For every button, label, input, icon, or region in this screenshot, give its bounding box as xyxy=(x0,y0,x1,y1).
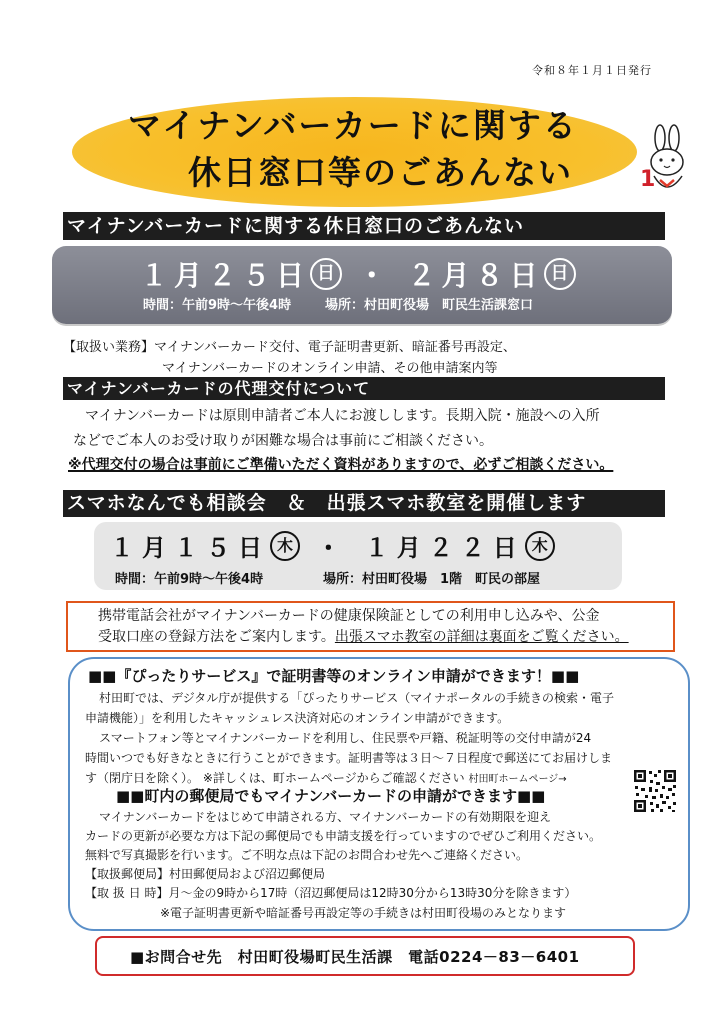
carrier-info-text: 受取口座の登録方法をご案内します。 xyxy=(98,629,335,645)
section-heading-weekend-desk: マイナンバーカードに関する休日窓口のごあんない xyxy=(63,212,665,240)
day-of-week-badge: 木 xyxy=(270,531,300,561)
proxy-text-line1: マイナンバーカードは原則申請者ご本人にお渡しします。長期入院・施設への入所 xyxy=(85,408,600,424)
contact-info: ■お問合せ先 村田町役場町民生活課 電話0224－83－6401 xyxy=(130,948,580,966)
online-text-line4: 時間いつでも好きなときに行うことができます。証明書等は３日～７日程度で郵送にてお届けしま xyxy=(85,751,613,765)
section-heading-proxy: マイナンバーカードの代理交付について xyxy=(63,377,665,400)
smartphone-place: 場所：村田町役場 1階 町民の部屋 xyxy=(323,572,541,587)
carrier-info-line1: 携帯電話会社がマイナンバーカードの健康保険証としての利用申し込みや、公金 xyxy=(98,608,600,624)
post-office-line3: 無料で写真撮影を行います。ご不明な点は下記のお問合わせ先へご連絡ください。 xyxy=(85,848,529,862)
smartphone-time: 時間：午前9時～午後4時 xyxy=(115,572,264,587)
online-text-line3: スマートフォン等とマイナンバーカードを利用し、住民票や戸籍、税証明等の交付申請が24 xyxy=(99,731,592,745)
online-text-line1: 村田町では、デジタル庁が提供する「ぴったりサービス（マイナポータルの手続きの検索・電子 xyxy=(99,691,615,705)
smartphone-dates xyxy=(110,528,555,564)
proxy-text-line2: などでご本人のお受け取りが困難な場合は事前にご相談ください。 xyxy=(73,433,493,449)
date-a: １月２５日 xyxy=(140,259,311,292)
date-b: ２月８日 xyxy=(407,259,544,292)
post-office-hours: 【取 扱 日 時】月～金の9時から17時（沼辺郵便局は12時30分から13時30分を除きます） xyxy=(85,886,577,900)
date-b: １月２２日 xyxy=(364,534,525,562)
main-title-line2: 休日窓口等のごあんない xyxy=(188,153,573,192)
services-line2: マイナンバーカードのオンライン申請、その他申請案内等 xyxy=(162,361,498,376)
weekend-dates xyxy=(140,254,576,294)
post-office-line2: カードの更新が必要な方は下記の郵便局でも申請支援を行っていますのでぜひご利用ください。 xyxy=(85,829,602,843)
weekend-place: 場所：村田町役場 町民生活課窓口 xyxy=(325,298,534,313)
post-office-title: ■■町内の郵便局でもマイナンバーカードの申請ができます■■ xyxy=(116,787,546,805)
main-title-line1: マイナンバーカードに関する xyxy=(128,106,578,145)
online-text-line2: 申請機能）」を利用したキャッシュレス決済対応のオンライン申請ができます。 xyxy=(85,711,510,725)
mascot-rabbit-icon xyxy=(640,124,696,198)
carrier-info-line2 xyxy=(98,626,629,646)
qr-code-icon[interactable] xyxy=(632,768,678,814)
online-service-title: ■■『ぴったりサービス』で証明書等のオンライン申請ができます！■■ xyxy=(88,667,580,685)
back-page-note: 出張スマホ教室の詳細は裏面をご覧ください。 xyxy=(334,629,629,645)
weekend-time: 時間：午前9時～午後4時 xyxy=(143,298,292,313)
proxy-note: ※代理交付の場合は事前にご準備いただく資料がありますので、必ずご相談ください。 xyxy=(68,457,614,473)
issue-date: 令和８年１月１日発行 xyxy=(532,64,652,77)
date-a: １月１５日 xyxy=(110,534,270,562)
services-line1: 【取扱い業務】マイナンバーカード交付、電子証明書更新、暗証番号再設定、 xyxy=(63,340,516,355)
day-of-week-badge: 日 xyxy=(310,258,342,290)
svg-text:1: 1 xyxy=(640,167,656,192)
post-office-note: ※電子証明書更新や暗証番号再設定等の手続きは村田町役場のみとなります xyxy=(160,906,567,920)
day-of-week-badge: 日 xyxy=(544,258,576,290)
online-text: す（閉庁日を除く）。 ※詳しくは、町ホームページからご確認ください xyxy=(85,771,465,785)
date-separator: ・ xyxy=(316,534,349,562)
online-text-line5 xyxy=(85,769,567,786)
section-heading-smartphone: スマホなんでも相談会 ＆ 出張スマホ教室を開催します xyxy=(63,490,665,517)
post-office-locations: 【取扱郵便局】村田郵便局および沼辺郵便局 xyxy=(85,867,326,881)
day-of-week-badge: 木 xyxy=(525,531,555,561)
post-office-line1: マイナンバーカードをはじめて申請される方、マイナンバーカードの有効期限を迎え xyxy=(99,810,552,824)
homepage-link[interactable]: 村田町ホームページ→ xyxy=(468,774,567,785)
date-separator: ・ xyxy=(357,259,392,292)
